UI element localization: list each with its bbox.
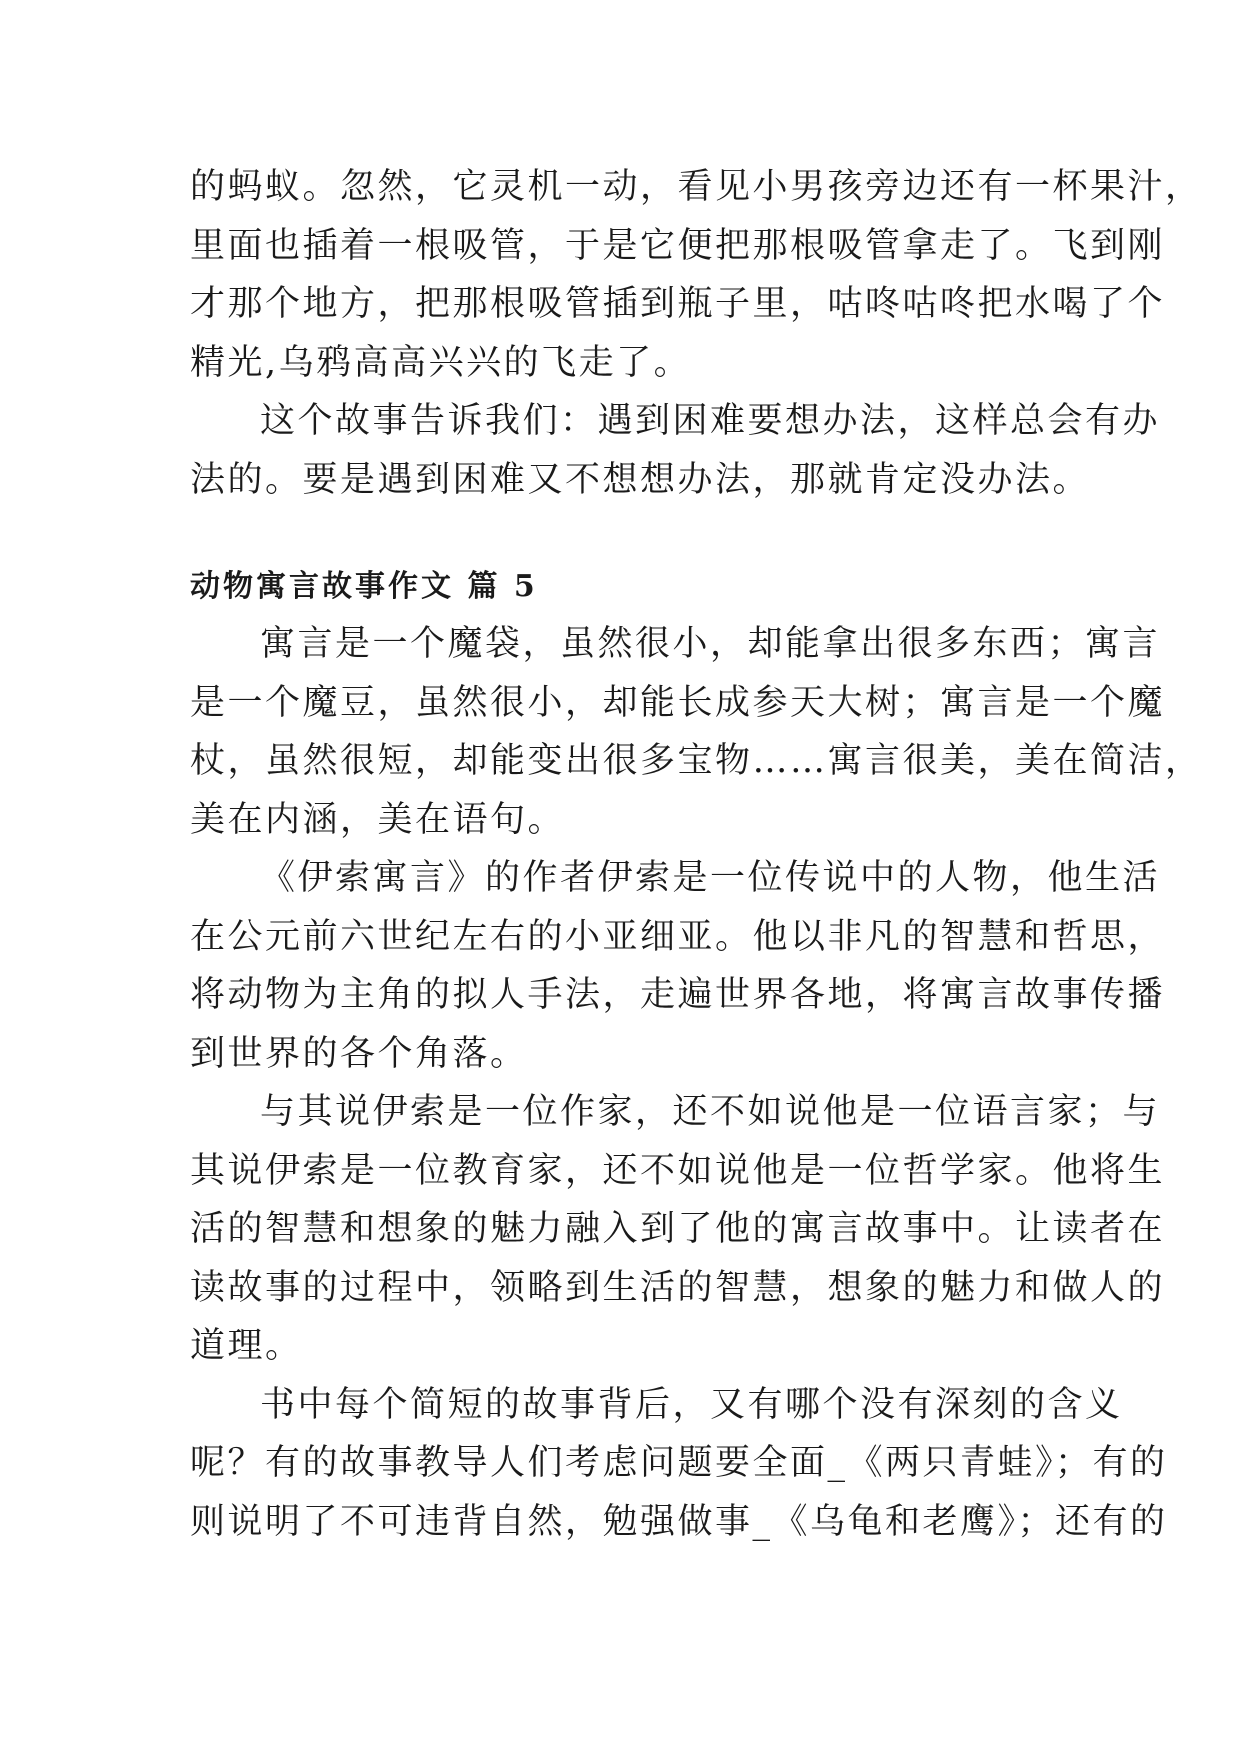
text-line: 将动物为主角的拟人手法，走遍世界各地，将寓言故事传播 [190,975,1166,1015]
text-line: 道理。 [190,1326,303,1366]
text-line: 是一个魔豆，虽然很小，却能长成参天大树；寓言是一个魔 [190,682,1166,723]
paragraph-fable-metaphor [190,615,1203,849]
text-line: 里面也插着一根吸管，于是它便把那根吸管拿走了。飞到刚 [190,225,1166,266]
text-line: 精光,乌鸦高高兴兴的飞走了。 [190,342,692,383]
text-line: 美在内涵，美在语句。 [190,799,566,840]
text-line: 法的。要是遇到困难又不想想办法，那就肯定没办法。 [190,459,1091,500]
text-line: 在公元前六世纪左右的小亚细亚。他以非凡的智慧和哲思， [190,916,1166,957]
paragraph-story-meanings [190,1376,1168,1552]
paragraph-moral [190,392,1161,509]
text-line: 书中每个简短的故事背后，又有哪个没有深刻的含义 [260,1384,1123,1425]
paragraph-aesop-author [190,849,1166,1083]
text-line: 到世界的各个角落。 [190,1033,528,1074]
text-line: 与其说伊索是一位作家，还不如说他是一位语言家；与 [260,1092,1161,1132]
text-line: 这个故事告诉我们：遇到困难要想办法，这样总会有办 [260,401,1161,441]
document-body [190,158,1203,1551]
paragraph-aesop-role [190,1083,1166,1376]
section-heading: 动物寓言故事作文 篇 5 [190,569,538,604]
text-line: 读故事的过程中，领略到生活的智慧，想象的魅力和做人的 [190,1267,1166,1308]
text-line: 寓言是一个魔袋，虽然很小，却能拿出很多东西；寓言 [260,624,1161,664]
text-line: 的蚂蚁。忽然，它灵机一动，看见小男孩旁边还有一杯果汁， [190,167,1203,207]
text-line: 才那个地方，把那根吸管插到瓶子里，咕咚咕咚把水喝了个 [190,284,1166,324]
text-line: 杖，虽然很短，却能变出很多宝物……寓言很美，美在简洁， [190,741,1203,781]
text-line: 其说伊索是一位教育家，还不如说他是一位哲学家。他将生 [190,1150,1166,1191]
text-line: 《伊索寓言》的作者伊索是一位传说中的人物，他生活 [260,858,1161,898]
text-line: 活的智慧和想象的魅力融入到了他的寓言故事中。让读者在 [190,1209,1166,1249]
text-line: 则说明了不可违背自然，勉强做事_《乌龟和老鹰》；还有的 [190,1501,1168,1542]
text-line: 呢？有的故事教导人们考虑问题要全面_《两只青蛙》；有的 [190,1443,1168,1483]
paragraph-crow-ending [190,158,1203,392]
